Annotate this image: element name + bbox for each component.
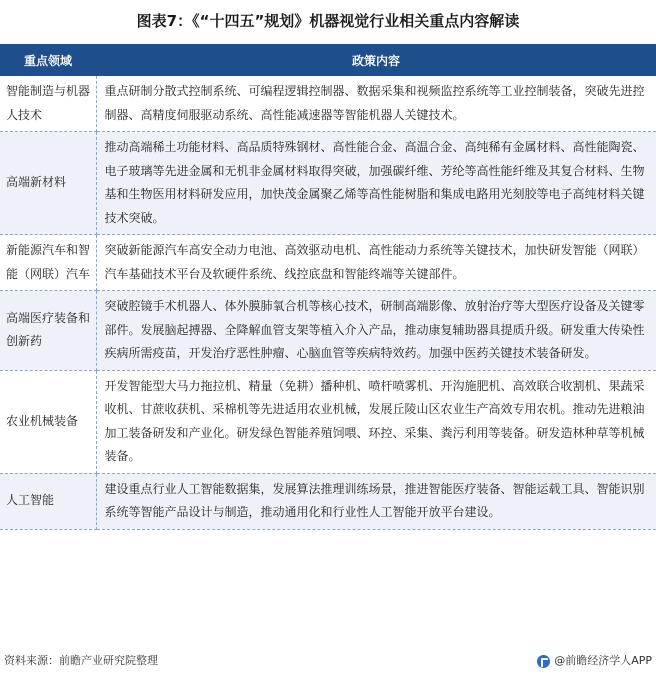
row-content: 突破腔镜手术机器人、体外膜肺氧合机等核心技术，研制高端影像、放射治疗等大型医疗设备及关键零部件。发展脑起搏器、全降解血管支架等植入介入产品，推动康复辅助器具提质升级。研发重大传染性疾病所需疫苗，开发治疗恶性肿瘤、心脑血管等疾病特效药。加强中医药关键技术装备研发。 [96,291,656,371]
figure-title: 图表7：《“十四五”规划》机器视觉行业相关重点内容解读 [136,12,520,30]
brand-logo-icon [537,655,550,668]
policy-table [0,44,656,530]
table-row [0,370,656,473]
row-field: 高端医疗装备和创新药 [0,291,96,371]
row-content: 突破新能源汽车高安全动力电池、高效驱动电机、高性能动力系统等关键技术，加快研发智能（网联）汽车基础技术平台及软硬件系统、线控底盘和智能终端等关键部件。 [96,235,656,291]
row-field: 智能制造与机器人技术 [0,76,96,132]
row-field: 高端新材料 [0,132,96,235]
table-row [0,132,656,235]
row-content: 建设重点行业人工智能数据集，发展算法推理训练场景，推进智能医疗装备、智能运载工具、智能识别系统等智能产品设计与制造，推动通用化和行业性人工智能开放平台建设。 [96,473,656,529]
table-row [0,473,656,529]
row-field: 新能源汽车和智能（网联）汽车 [0,235,96,291]
brand-credit [537,650,652,672]
row-content: 开发智能型大马力拖拉机、精量（免耕）播种机、喷杆喷雾机、开沟施肥机、高效联合收割机、果蔬采收机、甘蔗收获机、采棉机等先进适用农业机械，发展丘陵山区农业生产高效专用农机。推动先进粮油加工装备研发和产业化。研发绿色智能养殖饲喂、环控、采集、粪污利用等装备。研发造林种草等机械装备。 [96,370,656,473]
footer [0,650,656,672]
table-row [0,291,656,371]
header-field: 重点领域 [0,44,96,76]
row-content: 重点研制分散式控制系统、可编程逻辑控制器、数据采集和视频监控系统等工业控制装备，突破先进控制器、高精度伺服驱动系统、高性能减速器等智能机器人关键技术。 [96,76,656,132]
brand-label: @前瞻经济学人APP [554,654,652,667]
row-field: 人工智能 [0,473,96,529]
source-note: 资料来源：前瞻产业研究院整理 [4,654,158,667]
header-content: 政策内容 [96,44,656,76]
table-header-row [0,44,656,76]
row-content: 推动高端稀土功能材料、高品质特殊钢材、高性能合金、高温合金、高纯稀有金属材料、高性能陶瓷、电子玻璃等先进金属和无机非金属材料取得突破，加强碳纤维、芳纶等高性能纤维及其复合材料、生物基和生物医用材料研发应用，加快茂金属聚乙烯等高性能树脂和集成电路用光刻胶等电子高纯材料关键技术突破。 [96,132,656,235]
table-row [0,235,656,291]
row-field: 农业机械装备 [0,370,96,473]
table-row [0,76,656,132]
